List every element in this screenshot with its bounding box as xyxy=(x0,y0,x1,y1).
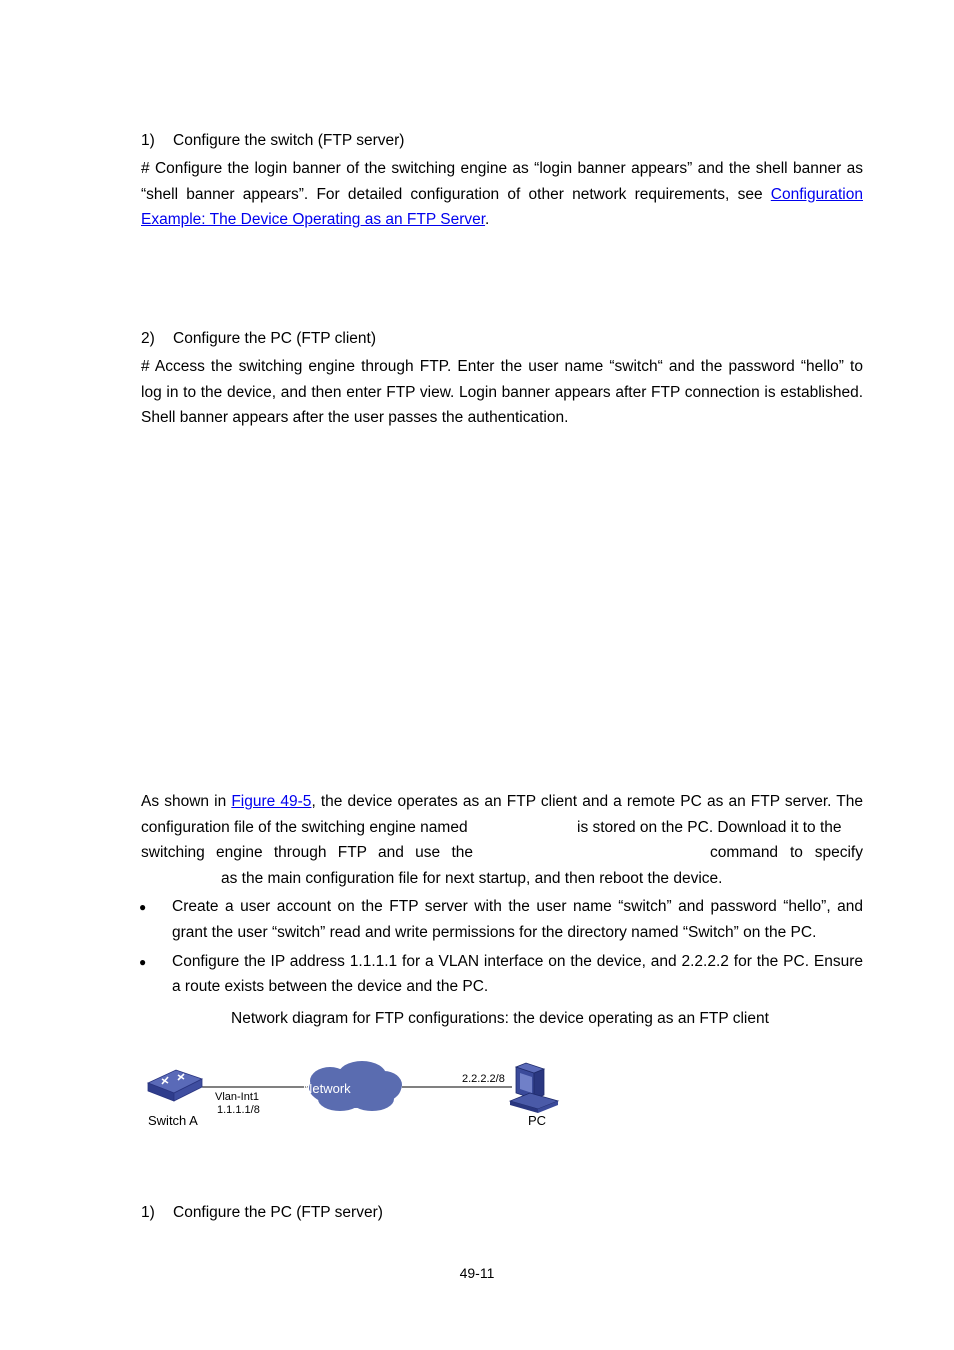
figure-caption: Network diagram for FTP configurations: the device operating as an FTP client xyxy=(231,1010,769,1027)
step-1-heading: 1) Configure the switch (FTP server) xyxy=(141,132,405,149)
para1-line1: # Configure the login banner of the switching engine as “login banner appears” and the shell banner as xyxy=(141,160,863,177)
bullet2-line1: Configure the IP address 1.1.1.1 for a VLAN interface on the device, and 2.2.2.2 for the PC. Ensure xyxy=(172,953,863,970)
pc-icon xyxy=(510,1063,558,1113)
step-1-pc-heading: 1) Configure the PC (FTP server) xyxy=(141,1204,383,1221)
para1-line2: “shell banner appears”. For detailed configuration of other network requirements, see Configuration xyxy=(141,186,863,203)
switch-label: Switch A xyxy=(148,1113,198,1128)
bullet-dot: ● xyxy=(139,900,147,914)
switch-icon xyxy=(148,1070,202,1101)
s2-para-line3-a: switching engine through FTP and use the xyxy=(141,844,473,861)
bullet2-line2: a route exists between the device and the PC. xyxy=(172,978,489,995)
para2-line3: Shell banner appears after the user passes the authentication. xyxy=(141,409,569,426)
s2-para-line2-a: configuration file of the switching engine named xyxy=(141,819,468,836)
config-example-link-cont[interactable]: Example: The Device Operating as an FTP Server xyxy=(141,211,486,228)
pc-ip-label: 2.2.2.2/8 xyxy=(462,1073,505,1085)
para2-line2: log in to the device, and then enter FTP view. Login banner appears after FTP connection is established. xyxy=(141,384,863,401)
para2-line1: # Access the switching engine through FTP. Enter the user name “switch“ and the password “hello” to xyxy=(141,358,863,375)
network-diagram xyxy=(140,1055,580,1135)
config-example-link[interactable]: Configuration xyxy=(770,186,863,203)
network-diagram-svg xyxy=(140,1055,580,1135)
network-label: Network xyxy=(303,1081,351,1096)
s2-para-line3-b: command to specify xyxy=(710,844,863,861)
step-2-heading: 2) Configure the PC (FTP client) xyxy=(141,330,377,347)
page-number: 49-11 xyxy=(459,1265,495,1281)
bullet1-line2: grant the user “switch” read and write permissions for the directory named “Switch” on the PC. xyxy=(172,924,817,941)
s2-para-line4: as the main configuration file for next startup, and then reboot the device. xyxy=(221,870,723,887)
bullet1-line1: Create a user account on the FTP server with the user name “switch” and password “hello”, and xyxy=(172,898,863,915)
s2-para-line1: As shown in Figure 49-5, the device operates as an FTP client and a remote PC as an FTP server. The xyxy=(141,793,863,810)
figure-link[interactable]: Figure 49-5 xyxy=(231,793,312,810)
switch-ip-label: 1.1.1.1/8 xyxy=(217,1104,260,1116)
s2-para-line2-b: is stored on the PC. Download it to the xyxy=(577,819,842,836)
pc-label: PC xyxy=(528,1113,547,1128)
para1-line3: Example: The Device Operating as an FTP Server. xyxy=(141,211,490,228)
switch-interface-label: Vlan-Int1 xyxy=(215,1091,260,1103)
bullet-dot: ● xyxy=(139,955,147,969)
